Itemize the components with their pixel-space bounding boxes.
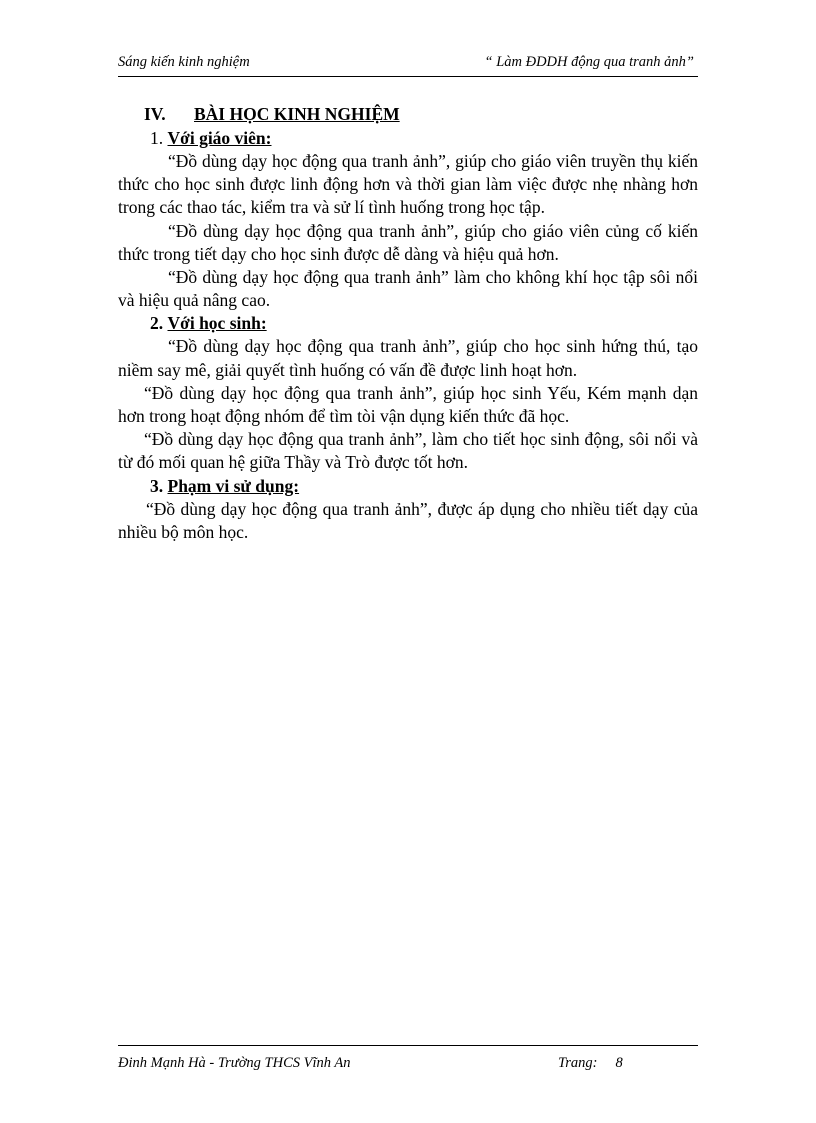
subsection-number: 1. — [150, 128, 164, 148]
paragraph: “Đồ dùng dạy học động qua tranh ảnh” làm cho không khí học tập sôi nổi và hiệu quả nâng cao. — [118, 267, 698, 311]
paragraph: “Đồ dùng dạy học động qua tranh ảnh”, giúp học sinh Yếu, Kém mạnh dạn hơn trong hoạt động nhóm để tìm tòi vận dụng kiến thức đã học. — [118, 382, 698, 427]
document-body — [118, 103, 698, 544]
paragraph: “Đồ dùng dạy học động qua tranh ảnh”, giúp cho giáo viên củng cố kiến thức trong tiết dạy cho học sinh được dễ dàng và hiệu quả hơn. — [118, 220, 698, 264]
section-heading — [144, 103, 698, 127]
page-footer — [118, 1045, 698, 1071]
footer-author: Đinh Mạnh Hà - Trường THCS Vĩnh An — [118, 1055, 351, 1071]
subsection-label: Với giáo viên: — [167, 128, 272, 148]
subsection-heading-students — [150, 312, 698, 335]
paragraph: “Đồ dùng dạy học động qua tranh ảnh”, giúp cho học sinh hứng thú, tạo niềm say mê, giải quyết tình huống có vấn đề được linh hoạt hơn. — [118, 336, 698, 380]
subsection-number: 2. — [150, 313, 164, 334]
paragraph: “Đồ dùng dạy học động qua tranh ảnh”, giúp cho giáo viên truyền thụ kiến thức cho học sinh được linh động hơn và thời gian làm việc được nhẹ nhàng hơn trong các thao tác, kiểm tra và sử lí tình huống trong học tập. — [118, 151, 698, 218]
subsection-heading-teachers — [150, 127, 698, 150]
header-left-text: Sáng kiến kinh nghiệm — [118, 54, 250, 70]
page-header — [118, 52, 698, 77]
page-label: Trang: — [558, 1055, 598, 1071]
section-title: BÀI HỌC KINH NGHIỆM — [194, 104, 400, 124]
subsection-label: Với học sinh: — [167, 313, 267, 334]
subsection-number: 3. — [150, 475, 164, 496]
subsection-heading-scope — [150, 475, 698, 498]
header-right-text: “ Làm ĐDDH động qua tranh ảnh” — [484, 54, 694, 70]
subsection-label: Phạm vi sử dụng: — [167, 475, 300, 496]
paragraph: “Đồ dùng dạy học động qua tranh ảnh”, được áp dụng cho nhiều tiết dạy của nhiều bộ môn học. — [118, 498, 698, 542]
section-number: IV. — [144, 104, 166, 124]
footer-page — [558, 1055, 623, 1072]
paragraph: “Đồ dùng dạy học động qua tranh ảnh”, làm cho tiết học sinh động, sôi nổi và từ đó mối quan hệ giữa Thầy và Trò được tốt hơn. — [118, 429, 698, 473]
page-number: 8 — [615, 1055, 623, 1071]
